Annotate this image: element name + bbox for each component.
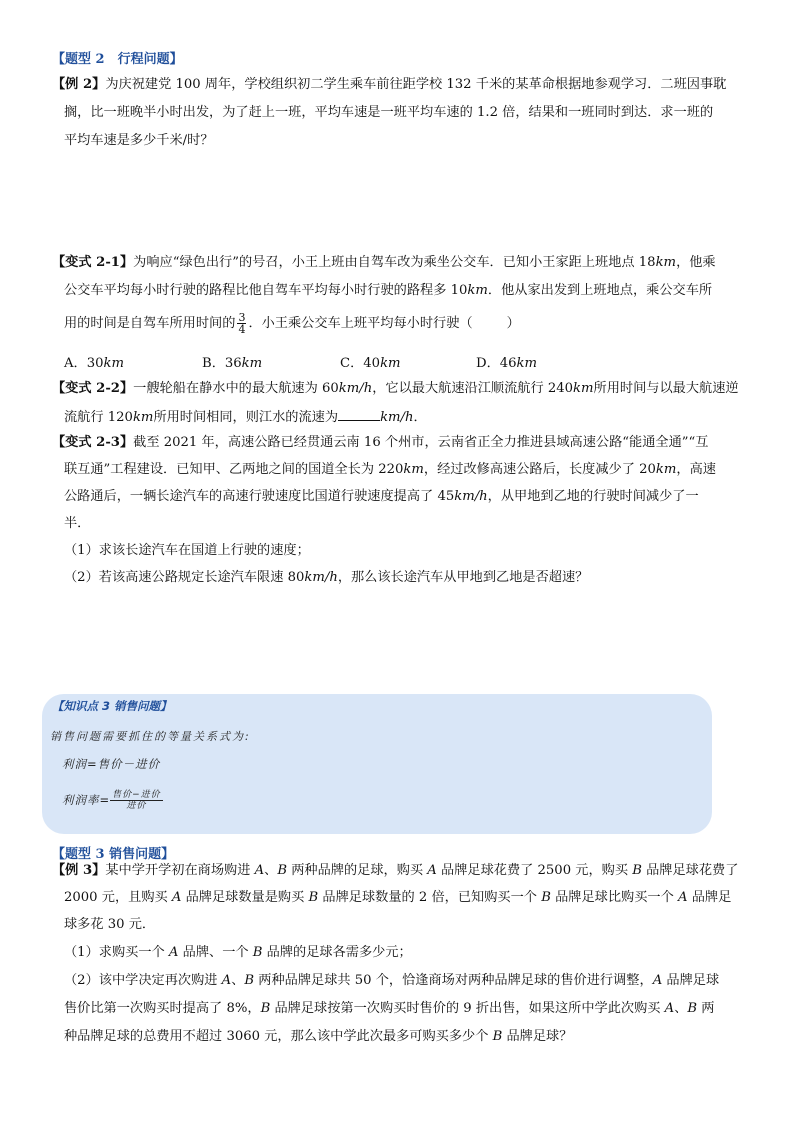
- text: ，它以最大航速沿江顺流航行 240: [372, 381, 574, 396]
- answer-blank[interactable]: [338, 407, 380, 421]
- unit: km/h: [454, 489, 488, 504]
- unit: km: [655, 255, 677, 270]
- knowledge-box: [42, 694, 712, 834]
- example-label: 【例 2】: [52, 77, 106, 92]
- unit: km/h: [304, 570, 338, 585]
- text: 公路通后，一辆长途汽车的高速行驶速度比国道行驶速度提高了 45: [64, 489, 455, 504]
- section-heading-2: 【题型 2 行程问题】: [52, 52, 183, 67]
- question-2-cont: 售价比第一次购买时提高了 8%，B 品牌足球按第一次购买时售价的 9 折出售，如果这所中学此次购买 A、B 两: [64, 1001, 715, 1016]
- unit: km/h: [380, 410, 414, 425]
- text: 联互通”工程建设．已知甲、乙两地之间的国道全长为 220: [64, 462, 404, 477]
- example-label: 【例 3】: [52, 863, 106, 878]
- text: 截至 2021 年，高速公路已经贯通云南 16 个州市，云南省正全力推进县域高速公路“能通全通”“互: [133, 435, 709, 450]
- formula-profit: 利润=售价－进价: [62, 757, 161, 771]
- unit: km: [403, 462, 424, 477]
- text: （2）若该高速公路规定长途汽车限速 80: [64, 570, 305, 585]
- text: 为庆祝建党 100 周年，学校组织初二学生乘车前往距学校 132 千米的某革命根据地参观学习．二班因事耽: [105, 77, 727, 92]
- text: 所用时间相同，则江水的流速为: [153, 410, 339, 425]
- fraction: [237, 312, 246, 335]
- unit: km/h: [338, 381, 373, 396]
- text: 半．: [64, 516, 91, 531]
- variant-label: 【变式 2-1】: [52, 255, 134, 270]
- variant-label: 【变式 2-2】: [52, 381, 134, 396]
- question-2: （2）该中学决定再次购进 A、B 两种品牌足球共 50 个，恰逢商场对两种品牌足球的售价进行调整，A 品牌足球: [64, 973, 720, 988]
- text: 用的时间是自驾车所用时间的: [64, 316, 236, 331]
- text: 流航行 120: [64, 410, 133, 425]
- knowledge-title: 【知识点 3 销售问题】: [52, 699, 172, 713]
- text: 公交车平均每小时行驶的路程比他自驾车平均每小时行驶的路程多 10: [64, 283, 468, 298]
- text: ，高速: [676, 462, 716, 477]
- option-a: A．30km: [64, 356, 124, 371]
- unit: km: [467, 283, 488, 298]
- question-1: （1）求该长途汽车在国道上行驶的速度；: [64, 543, 310, 558]
- option-c: C．40km: [340, 356, 401, 371]
- formula-profit-rate: 利润率= $\frac{\text{售价−进价}}{\text{进价}}$: [62, 790, 161, 811]
- text: 为响应“绿色出行”的号召，小王上班由自驾车改为乘坐公交车．已知小王家距上班地点 18: [133, 255, 656, 270]
- text: ．他从家出发到上班地点，乘公交车所: [487, 283, 713, 298]
- question-2-end: 种品牌足球的总费用不超过 3060 元，那么该中学此次最多可购买多少个 B 品牌足球？: [64, 1029, 573, 1044]
- text: 平均车速是多少千米/时？: [64, 133, 214, 148]
- text: ，他乘: [676, 255, 716, 270]
- text: 一艘轮船在静水中的最大航速为 60: [133, 381, 339, 396]
- unit: km: [573, 381, 594, 396]
- text: 搁，比一班晚半小时出发，为了赶上一班，平均车速是一班平均车速的 1.2 倍，结果和一班同时到达．求一班的: [64, 105, 714, 120]
- text: ，从甲地到乙地的行驶时间减少了一: [487, 489, 699, 504]
- section-heading-3: 【题型 3 销售问题】: [52, 847, 175, 862]
- fraction-denominator: 4: [238, 323, 246, 336]
- option-b: B．36km: [202, 356, 263, 371]
- text: 球多花 30 元．: [64, 917, 156, 932]
- unit: km: [655, 462, 677, 477]
- text: ．小王乘公交车上班平均每小时行驶（: [248, 316, 473, 331]
- text: 所用时间与以最大航速逆: [593, 381, 739, 396]
- text: ．: [413, 410, 427, 425]
- unit: km: [132, 410, 154, 425]
- text: ，经过改修高速公路后，长度减少了 20: [423, 462, 656, 477]
- knowledge-intro: 销售问题需要抓住的等量关系式为:: [50, 730, 251, 743]
- option-d: D．46km: [476, 356, 538, 371]
- text: ）: [506, 316, 520, 331]
- text: ，那么该长途汽车从甲地到乙地是否超速？: [337, 570, 589, 585]
- variant-label: 【变式 2-3】: [52, 435, 134, 450]
- fraction-numerator: 3: [238, 311, 246, 324]
- question-1: （1）求购买一个 A 品牌、一个 B 品牌的足球各需多少元；: [64, 945, 412, 960]
